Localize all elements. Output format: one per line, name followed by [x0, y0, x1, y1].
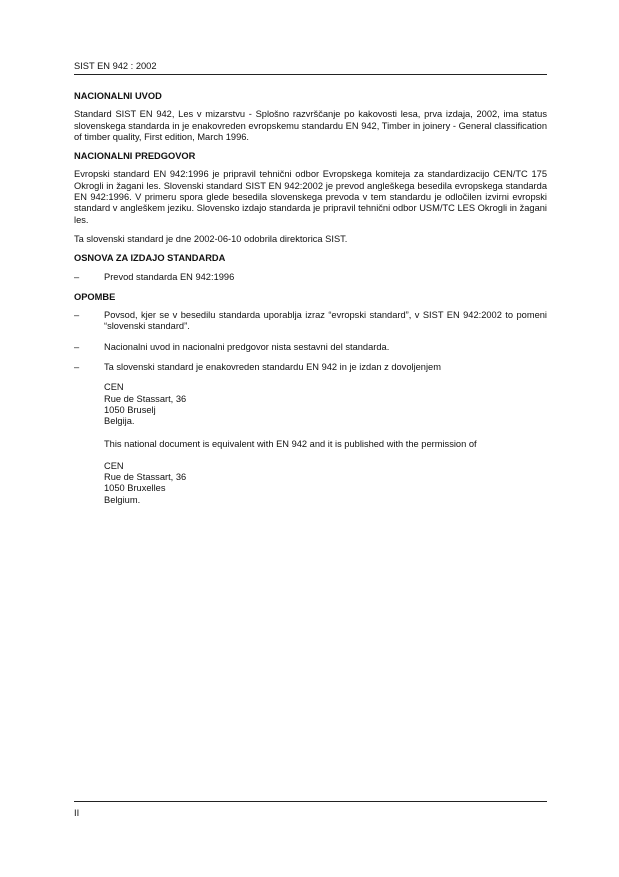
address-line: CEN	[104, 382, 124, 393]
header-rule	[74, 74, 547, 75]
predgovor-paragraph: Evropski standard EN 942:1996 je pripravil tehnični odbor Evropskega komiteja za standardizacijo CEN/TC 175 Okrogli in žagani les. Slovenski standard SIST EN 942:2002 je prevod angleškega besedila evropskega standarda EN 942:1996. V primeru spora glede besedila slovenskega prevoda v tem standardu je odločilen izvirni evropski standard v angleškem jeziku. Slovensko izdajo standarda je pripravil tehnični odbor USM/TC LES Okrogli in žagani les.	[74, 169, 547, 225]
address-line: Belgija.	[104, 416, 135, 427]
page-content	[74, 91, 547, 517]
address-line: Belgium.	[104, 494, 141, 505]
dash-bullet: –	[74, 362, 80, 373]
list-item	[74, 310, 547, 333]
dash-bullet: –	[74, 341, 80, 352]
dash-bullet: –	[74, 310, 80, 321]
running-header: SIST EN 942 : 2002	[74, 61, 157, 71]
address-block-sl	[104, 382, 547, 427]
approval-paragraph: Ta slovenski standard je dne 2002-06-10 odobrila direktorica SIST.	[74, 233, 348, 244]
english-note: This national document is equivalent with EN 942 and it is published with the permission of	[104, 438, 477, 449]
section-heading-opombe: OPOMBE	[74, 291, 116, 302]
page-number: II	[74, 808, 80, 818]
address-line: Rue de Stassart, 36	[104, 393, 187, 404]
footer-rule	[74, 801, 547, 802]
section-heading-predgovor: NACIONALNI PREDGOVOR	[74, 151, 196, 162]
dash-bullet: –	[74, 271, 80, 282]
uvod-paragraph: Standard SIST EN 942, Les v mizarstvu - Splošno razvrščanje po kakovosti lesa, prva izdaja, 2002, ima status slovenskega standarda in je enakovreden evropskemu standardu EN 942, Timber in joinery - General classification of timber quality, First edition, March 1996.	[74, 109, 547, 142]
list-item-text: Povsod, kjer se v besedilu standarda uporablja izraz “evropski standard”, v SIST EN 942:2002 to pomeni “slovenski standard”.	[104, 310, 547, 332]
address-block-en	[104, 461, 547, 506]
list-item-text: Prevod standarda EN 942:1996	[104, 271, 235, 282]
list-item-text: Ta slovenski standard je enakovreden standardu EN 942 in je izdan z dovoljenjem	[104, 362, 441, 373]
list-item	[74, 342, 547, 353]
list-item	[74, 362, 547, 373]
address-line: Rue de Stassart, 36	[104, 472, 187, 483]
address-line: 1050 Bruselj	[104, 404, 156, 415]
section-heading-uvod: NACIONALNI UVOD	[74, 91, 162, 101]
address-line: CEN	[104, 460, 124, 471]
list-item	[74, 272, 547, 283]
section-heading-osnova: OSNOVA ZA IZDAJO STANDARDA	[74, 253, 226, 264]
address-line: 1050 Bruxelles	[104, 483, 166, 494]
list-item-text: Nacionalni uvod in nacionalni predgovor nista sestavni del standarda.	[104, 341, 390, 352]
